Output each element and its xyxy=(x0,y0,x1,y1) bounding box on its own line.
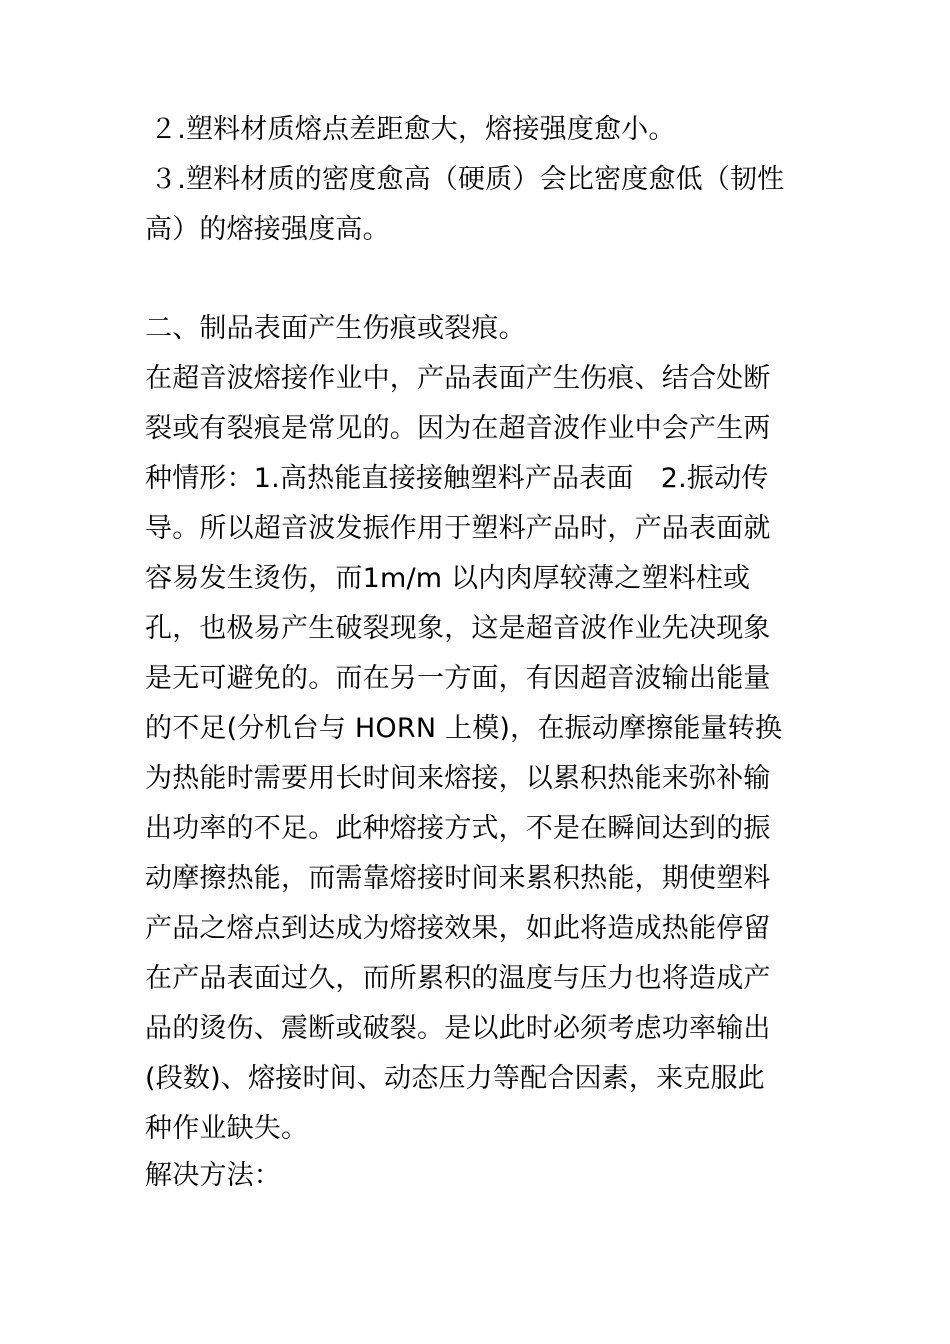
paragraph-line: 种作业缺失。 xyxy=(145,1113,309,1144)
paragraph-line: 品的烫伤、震断或破裂。是以此时必须考虑功率输出 xyxy=(145,1013,771,1044)
paragraph-line: 产品之熔点到达成为熔接效果，如此将造成热能停留 xyxy=(145,913,771,944)
paragraph-line: 在产品表面过久，而所累积的温度与压力也将造成产 xyxy=(145,963,771,994)
paragraph-line: 容易发生烫伤，而1m/m 以内肉厚较薄之塑料柱或 xyxy=(145,563,751,594)
paragraph-line: 为热能时需要用长时间来熔接，以累积热能来弥补输 xyxy=(145,763,771,794)
paragraph-line: 是无可避免的。而在另一方面，有因超音波输出能量 xyxy=(145,663,771,694)
section-heading: 二、制品表面产生伤痕或裂痕。 xyxy=(145,313,526,344)
list-item-3: ３.塑料材质的密度愈高（硬质）会比密度愈低（韧性 xyxy=(150,164,785,195)
paragraph-line: 导。所以超音波发振作用于塑料产品时，产品表面就 xyxy=(145,513,771,544)
paragraph-line: 的不足(分机台与 HORN 上模)，在振动摩擦能量转换 xyxy=(145,713,783,744)
list-item-2: ２.塑料材质熔点差距愈大，熔接强度愈小。 xyxy=(150,114,676,145)
paragraph-line: 出功率的不足。此种熔接方式，不是在瞬间达到的振 xyxy=(145,813,771,844)
paragraph-line: (段数)、熔接时间、动态压力等配合因素，来克服此 xyxy=(145,1063,765,1094)
paragraph-line: 种情形：1.高热能直接接触塑料产品表面 2.振动传 xyxy=(145,463,769,494)
paragraph-line: 在超音波熔接作业中，产品表面产生伤痕、结合处断 xyxy=(145,363,771,394)
paragraph-line: 裂或有裂痕是常见的。因为在超音波作业中会产生两 xyxy=(145,413,771,444)
solution-heading: 解决方法： xyxy=(145,1160,281,1191)
list-item-3-continued: 高）的熔接强度高。 xyxy=(145,214,390,245)
paragraph-line: 孔，也极易产生破裂现象，这是超音波作业先决现象 xyxy=(145,613,771,644)
paragraph-line: 动摩擦热能，而需靠熔接时间来累积热能，期使塑料 xyxy=(145,863,771,894)
